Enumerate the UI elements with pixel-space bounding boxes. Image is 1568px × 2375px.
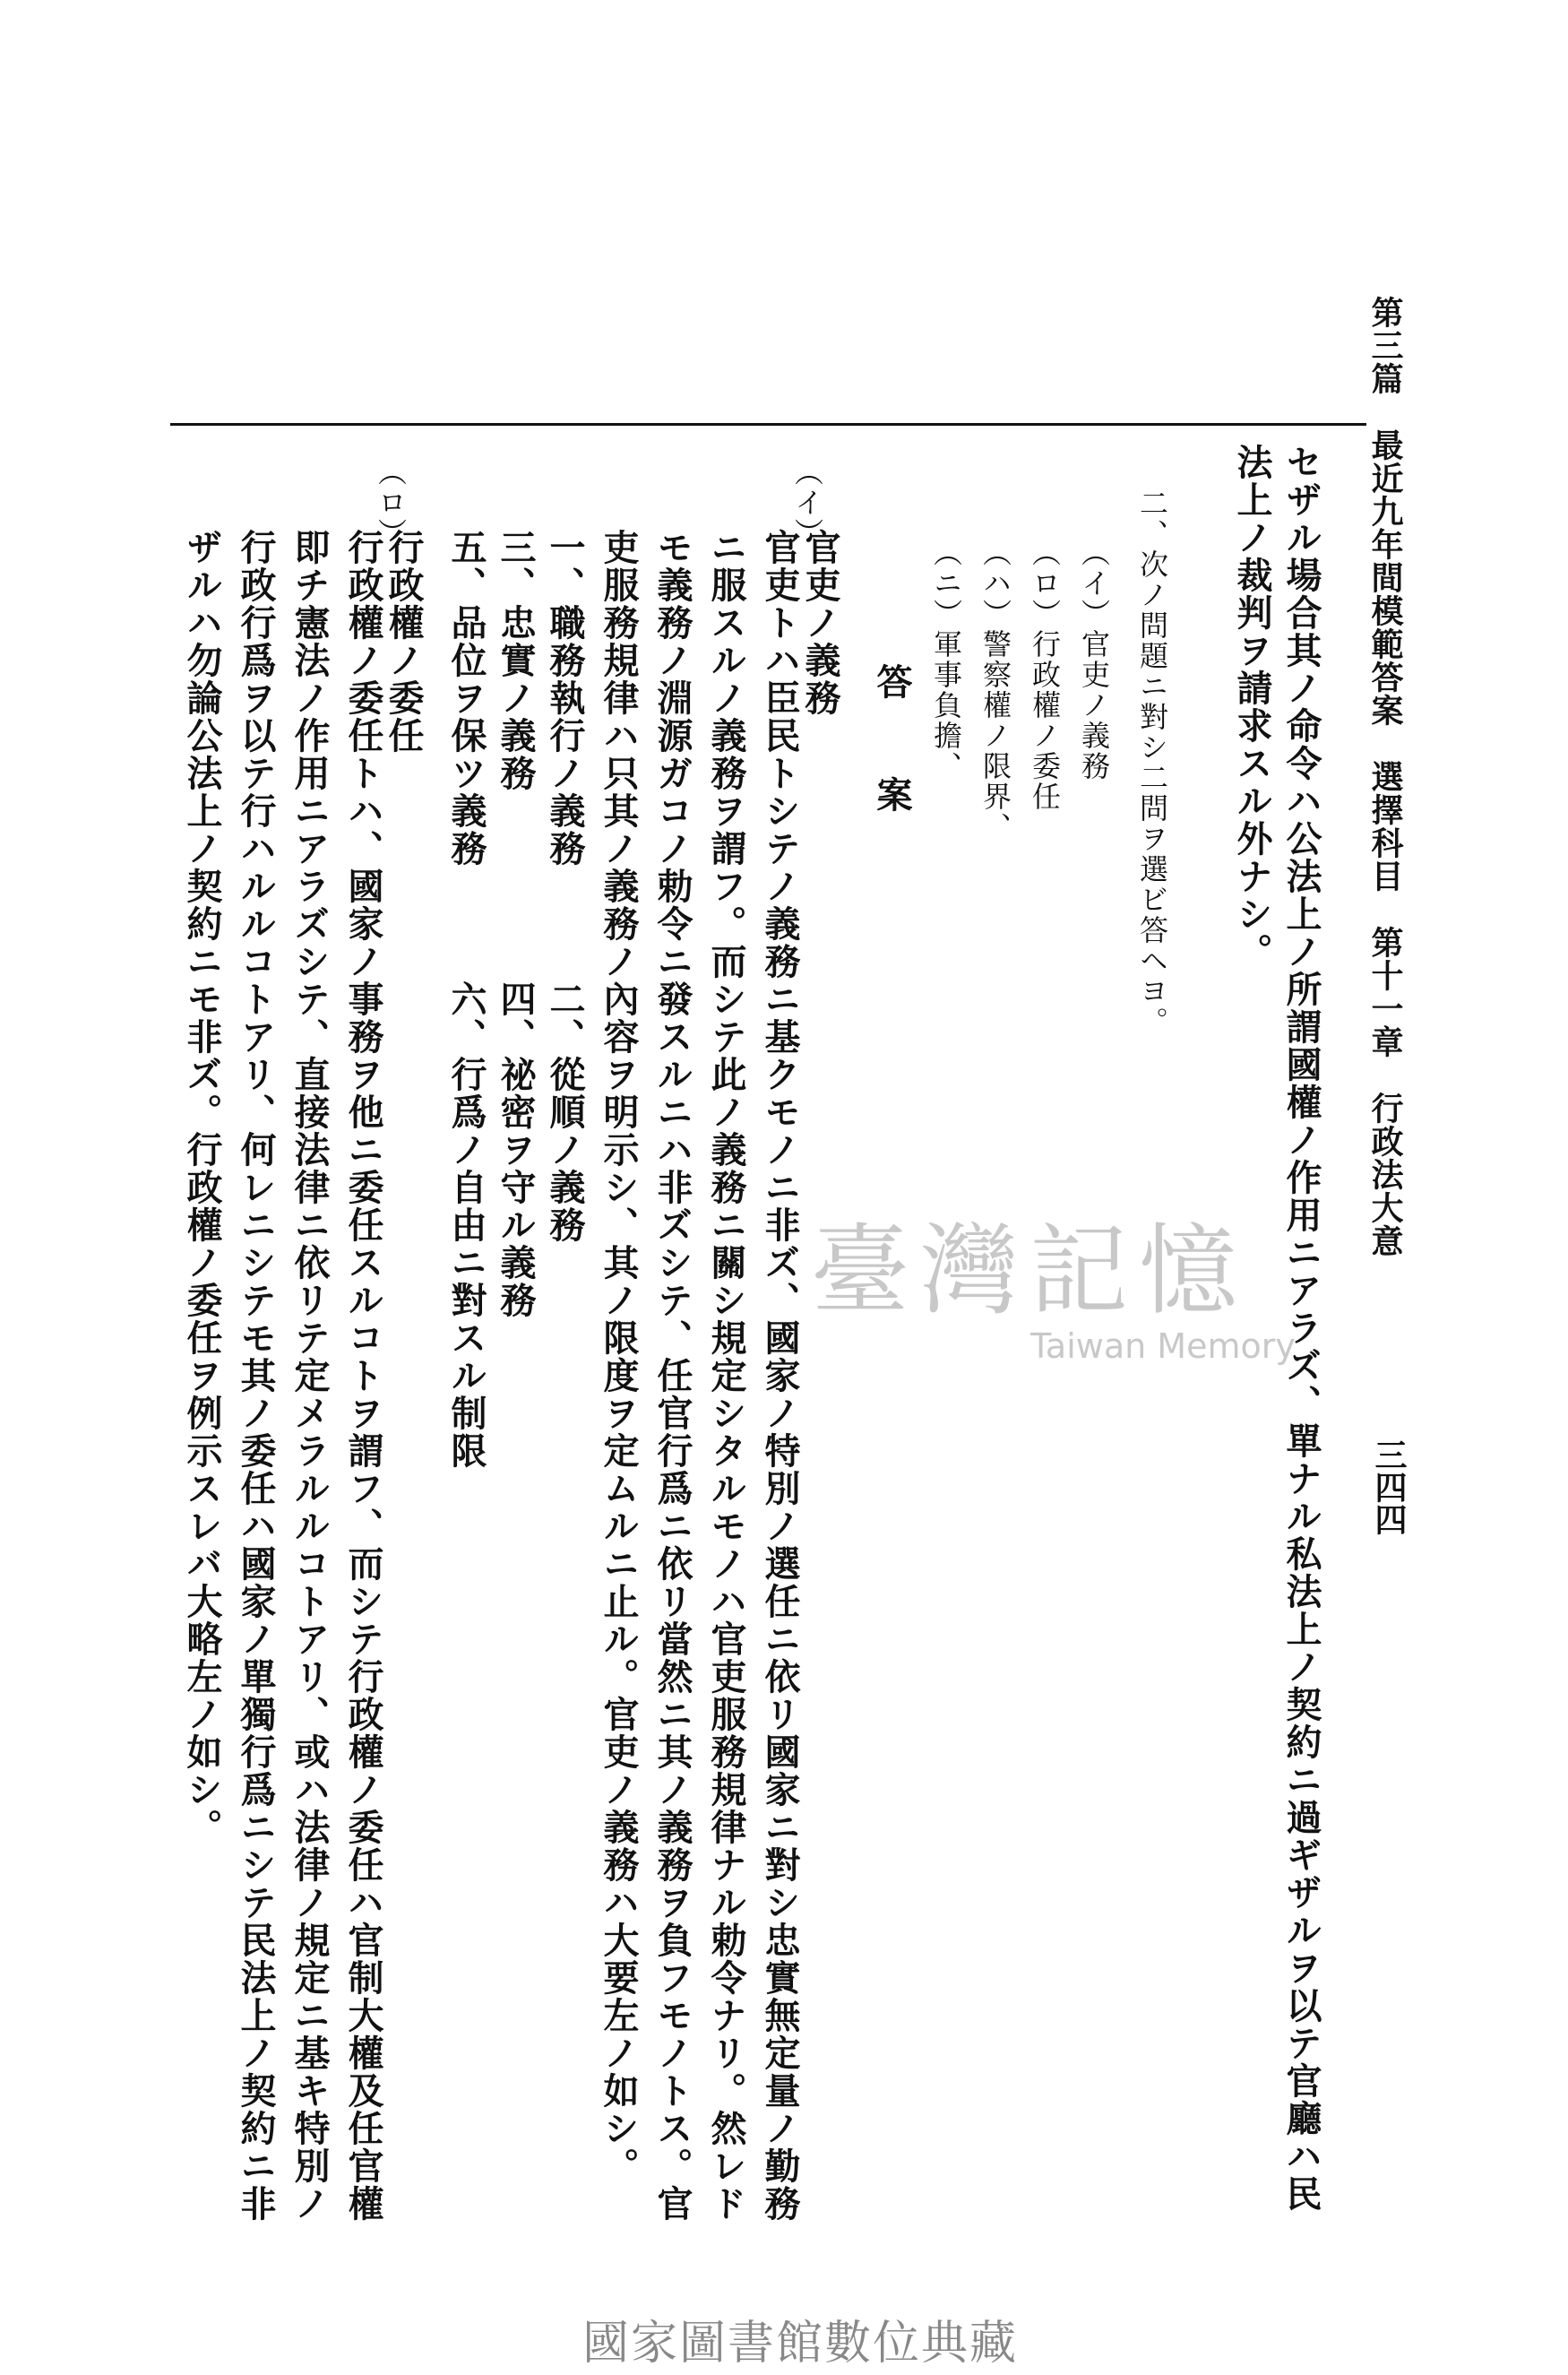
text-line: 即チ憲法ノ作用ニアラズシテ、直接法律ニ依リテ定メラルルコトアリ、或ハ法律ノ規定ニ基キ特別ノ — [289, 529, 331, 2223]
text-line: 官吏トハ臣民トシテノ義務ニ基クモノニ非ズ、國家ノ特別ノ選任ニ依リ國家ニ對シ忠實無定量ノ勤務 — [759, 529, 801, 2223]
text-line: 吏服務規律ハ只其ノ義務ノ內容ヲ明示シ、其ノ限度ヲ定ムルニ止ル。官吏ノ義務ハ大要左ノ如シ。 — [598, 529, 640, 2185]
question-item: （ロ）行政權ノ委任 — [1028, 538, 1062, 812]
watermark-logo: 臺灣記憶 — [811, 1213, 1248, 1328]
question-item: （ハ）警察權ノ限界、 — [978, 538, 1012, 842]
text-line: 行政權ノ委任トハ、國家ノ事務ヲ他ニ委任スルコトヲ謂フ、而シテ行政權ノ委任ハ官制大權及任官權 — [342, 529, 384, 2223]
text-line: 行政行爲ヲ以テ行ハルルコトアリ、何レニシテモ其ノ委任ハ國家ノ單獨行爲ニシテ民法上ノ契約ニ非 — [235, 529, 277, 2223]
page-number: 三四四 — [1370, 1438, 1408, 1535]
running-title: 第三篇 最近九年間模範答案 選擇科目 第十一章 行政法大意 — [1366, 296, 1404, 1257]
answer-heading: 答 案 — [871, 663, 913, 814]
question-line: 二、次ノ問題ニ對シ二問ヲ選ビ答ヘヨ。 — [1135, 488, 1169, 1037]
section-marker: （ロ） — [374, 457, 408, 548]
footer-credit: 國家圖書館數位典藏 — [582, 2317, 1019, 2371]
section-marker: （イ） — [790, 457, 824, 548]
text-line: 法上ノ裁判ヲ請求スル外ナシ。 — [1231, 444, 1273, 971]
text-line: セザル場合其ノ命令ハ公法上ノ所謂國權ノ作用ニアラズ、單ナル私法上ノ契約ニ過ギザルヲ以テ官廳ハ民 — [1280, 444, 1322, 2213]
section-heading: 行政權ノ委任 — [383, 529, 425, 755]
list-row: 一、職務執行ノ義務 二、從順ノ義務 — [544, 529, 586, 1244]
question-item: （ニ）軍事負擔、 — [929, 538, 963, 782]
list-row: 三、忠實ノ義務 四、祕密ヲ守ル義務 — [495, 529, 537, 1319]
text-line: ザルハ勿論公法上ノ契約ニモ非ズ。行政權ノ委任ヲ例示スレバ大略左ノ如シ。 — [181, 529, 223, 1846]
text-line: ニ服スルノ義務ヲ謂フ。而シテ此ノ義務ニ關シ規定シタルモノハ官吏服務規律ナル勅令ナリ。然レド — [705, 529, 747, 2223]
header-rule — [170, 423, 1366, 426]
list-row: 五、品位ヲ保ツ義務 六、行爲ノ自由ニ對スル制限 — [445, 529, 487, 1470]
watermark-subtitle: Taiwan Memory — [1030, 1326, 1296, 1366]
section-heading: 官吏ノ義務 — [799, 529, 841, 717]
question-item: （イ）官吏ノ義務 — [1077, 538, 1111, 782]
text-line: モ義務ノ淵源ガコノ勅令ニ發スルニハ非ズシテ、任官行爲ニ依リ當然ニ其ノ義務ヲ負フモノトス。官 — [651, 529, 694, 2223]
